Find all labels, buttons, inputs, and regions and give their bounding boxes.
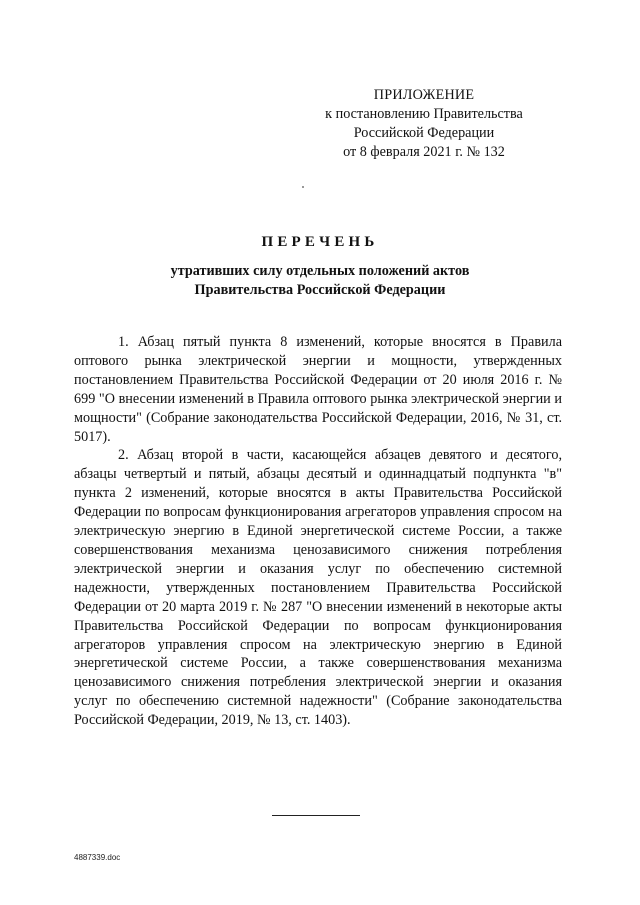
document-subheading [0, 262, 640, 300]
paragraph-2: 2. Абзац второй в части, касающейся абзацев девятого и десятого, абзацы четвертый и пятый, абзацы десятый и одиннадцатый подпункта "в" пункта 2 изменений, которые вносятся в акты Правительства Российской Федерации по вопросам функционирования агрегаторов управления спросом на электрическую энергию в Единой энергетической системе России, а также совершенствования механизма ценозависимого снижения потребления электрической энергии и оказания услуг по обеспечению системной надежности, утвержденных постановлением Правительства Российской Федерации от 20 марта 2019 г. № 287 "О внесении изменений в некоторые акты Правительства Российской Федерации по вопросам функционирования агрегаторов управления спросом на электрическую энергию в Единой энергетической системе России, а также совершенствования механизма ценозависимого снижения потребления электрической энергии и оказания услуг по обеспечению системной надежности" (Собрание законодательства Российской Федерации, 2019, № 13, ст. 1403). [74, 447, 562, 729]
appendix-line-1: к постановлению Правительства [325, 106, 523, 122]
appendix-block [294, 86, 554, 162]
appendix-line-3: от 8 февраля 2021 г. № 132 [343, 144, 505, 160]
appendix-title: ПРИЛОЖЕНИЕ [373, 87, 475, 103]
document-file-id: 4887339.doc [74, 853, 121, 862]
scan-dot [302, 186, 304, 188]
document-heading: ПЕРЕЧЕНЬ [261, 234, 379, 250]
subheading-line-1: утративших силу отдельных положений актов [170, 263, 470, 279]
appendix-line-2: Российской Федерации [353, 125, 495, 141]
end-rule [272, 815, 360, 816]
document-body [74, 333, 562, 730]
paragraph-1: 1. Абзац пятый пункта 8 изменений, которые вносятся в Правила оптового рынка электрической энергии и мощности, утвержденных постановлением Правительства Российской Федерации от 20 июля 2016 г. № 699 "О внесении изменений в Правила оптового рынка электрической энергии и мощности" (Собрание законодательства Российской Федерации, 2016, № 31, ст. 5017). [74, 334, 562, 445]
subheading-line-2: Правительства Российской Федерации [194, 282, 446, 298]
